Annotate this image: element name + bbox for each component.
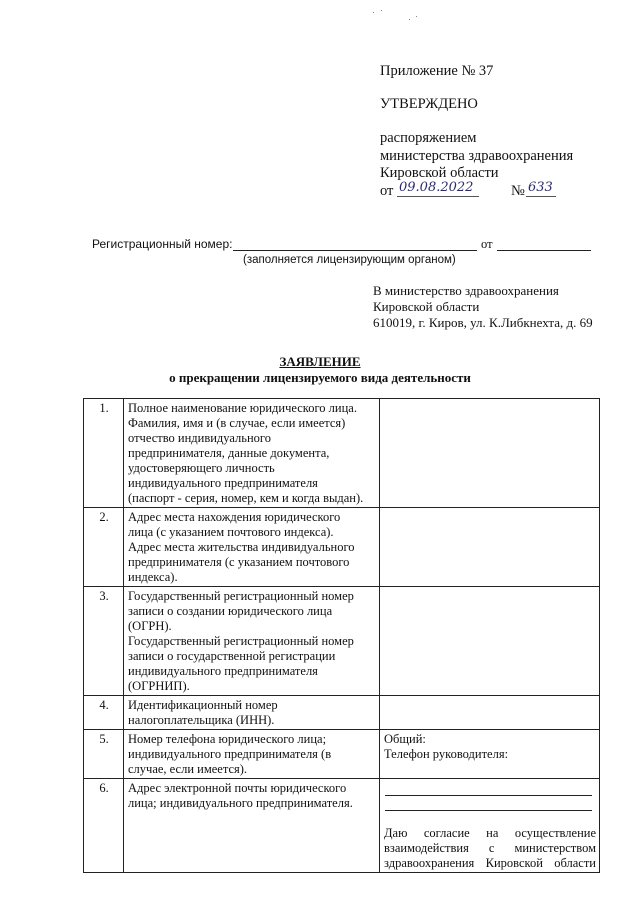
ogrn-value-field[interactable] [380,587,600,696]
consent-text [384,826,596,871]
document-title: ЗАЯВЛЕНИЕ [279,354,361,369]
row-label-line: (паспорт - серия, номер, кем и когда выдан). [128,491,364,505]
order-date-underline [397,196,479,197]
order-number-underline [526,196,556,197]
row-label-line: предпринимателя, данные документа, [128,446,330,460]
row-number: 1. [84,399,124,508]
addressee-line-2: Кировской области [373,299,480,314]
row-label-line: Государственный регистрационный номер [128,634,354,648]
row-label [124,587,380,696]
registration-date-field[interactable] [497,250,591,251]
order-date-prefix: от [380,183,394,199]
row-label-line: Полное наименование юридического лица. [128,401,357,415]
row-label [124,779,380,873]
row-label-line: лица (с указанием почтового индекса). [128,525,334,539]
scan-speck [381,10,382,11]
row-number: 2. [84,508,124,587]
approved-label: УТВЕРЖДЕНО [380,96,478,112]
scan-speck [409,19,410,20]
row-number: 4. [84,696,124,730]
document-subtitle: о прекращении лицензируемого вида деятельности [169,370,471,385]
email-underline[interactable] [385,781,592,796]
scan-speck [373,12,374,13]
row-label-line: индивидуального предпринимателя [128,476,318,490]
row-label-line: налогоплательщика (ИНН). [128,713,275,727]
registration-label: Регистрационный номер: [92,237,233,251]
row-label-line: Адрес места жительства индивидуального [128,540,355,554]
row-label-line: лица; индивидуального предпринимателя. [128,796,353,810]
order-date-handwritten: 09.08.2022 [399,180,474,195]
table-row [84,730,600,779]
phone-general-label: Общий: [384,732,426,746]
scan-speck [416,16,417,17]
registration-note: (заполняется лицензирующим органом) [243,254,456,266]
order-line-3: Кировской области [380,165,499,181]
email-underline[interactable] [385,796,592,811]
row-label [124,508,380,587]
row-label-line: Государственный регистрационный номер [128,589,354,603]
row-label [124,730,380,779]
row-number: 3. [84,587,124,696]
order-number-handwritten: 633 [528,180,553,195]
row-label [124,696,380,730]
address-value-field[interactable] [380,508,600,587]
row-label-line: Адрес места нахождения юридического [128,510,341,524]
order-line-2: министерства здравоохранения [380,148,574,164]
table-row [84,399,600,508]
row-label-line: записи о создании юридического лица [128,604,333,618]
row-label-line: предпринимателя (с указанием почтового [128,555,350,569]
consent-line: здравоохранения Кировской области [384,856,596,870]
inn-value-field[interactable] [380,696,600,730]
row-label-line: отчество индивидуального [128,431,271,445]
row-label-line: (ОГРНИП). [128,679,190,693]
order-line-1: распоряжением [380,130,477,146]
row-label-line: Фамилия, имя и (в случае, если имеется) [128,416,346,430]
full-name-value-field[interactable] [380,399,600,508]
row-number: 5. [84,730,124,779]
row-label-line: Идентификационный номер [128,698,278,712]
row-label-line: записи о государственной регистрации [128,649,336,663]
table-row [84,587,600,696]
phone-director-label: Телефон руководителя: [384,747,509,761]
application-table [83,398,600,873]
row-label-line: случае, если имеется). [128,762,248,776]
registration-from-label: от [481,237,493,251]
addressee-line-3: 610019, г. Киров, ул. К.Либкнехта, д. 69 [373,315,593,330]
addressee-line-1: В министерство здравоохранения [373,283,559,298]
row-label-line: индекса). [128,570,178,584]
consent-line: Даю согласие на осуществление [384,826,596,840]
consent-line: взаимодействия с министерством [384,841,596,855]
table-row [84,508,600,587]
order-number-prefix: № [511,183,525,199]
email-value-field[interactable] [380,779,600,873]
row-label-line: (ОГРН). [128,619,172,633]
row-label-line: удостоверяющего личность [128,461,275,475]
row-label-line: Номер телефона юридического лица; [128,732,327,746]
row-label-line: индивидуального предпринимателя (в [128,747,332,761]
appendix-number: Приложение № 37 [380,63,494,79]
row-label [124,399,380,508]
row-number: 6. [84,779,124,873]
phone-value-field[interactable] [380,730,600,779]
row-label-line: Адрес электронной почты юридического [128,781,347,795]
row-label-line: индивидуального предпринимателя [128,664,318,678]
table-row [84,779,600,873]
registration-number-field[interactable] [233,250,477,251]
table-row [84,696,600,730]
